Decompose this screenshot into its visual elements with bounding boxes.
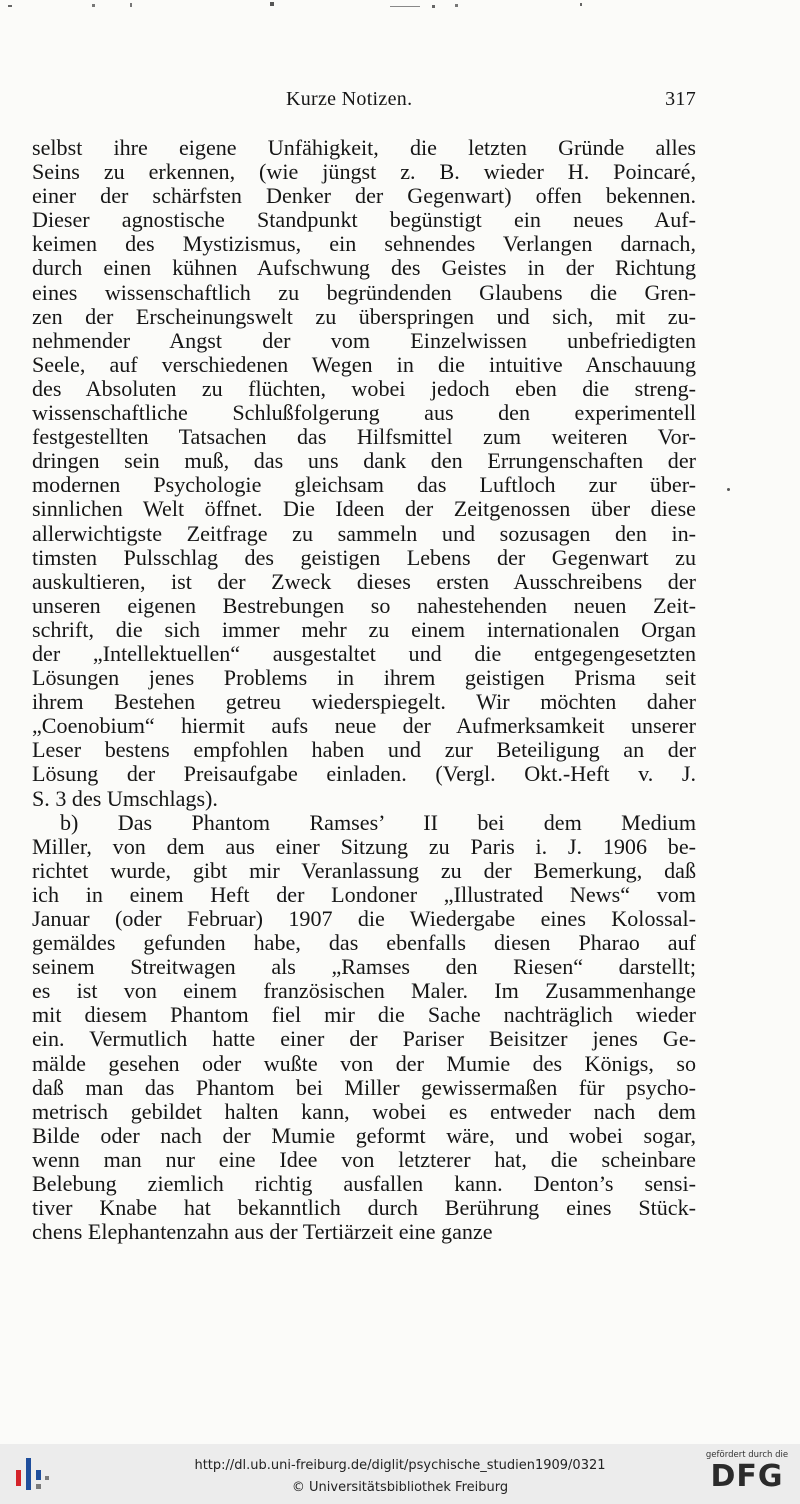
text-line: S. 3 des Umschlags). (32, 786, 218, 811)
text-line: ein. Vermutlich hatte einer der Pariser Beisitzer jenes Ge- (32, 1027, 696, 1052)
text-line: durch einen kühnen Aufschwung des Geistes in der Richtung (32, 256, 696, 281)
text-line: Belebung ziemlich richtig ausfallen kann. Denton’s sensi- (32, 1172, 696, 1197)
text-line: gemäldes gefunden habe, das ebenfalls diesen Pharao auf (32, 931, 696, 956)
text-line: allerwichtigste Zeitfrage zu sammeln und sozusagen den in- (32, 521, 696, 546)
scan-edge-marks (0, 0, 800, 14)
source-url[interactable]: http://dl.ub.uni-freiburg.de/diglit/psychische_studien1909/0321 (194, 1458, 606, 1473)
text-line: wenn man nur eine Idee von letzterer hat, die scheinbare (32, 1147, 696, 1172)
text-line: Lösung der Preisaufgabe einladen. (Vergl. Okt.-Heft v. J. (32, 762, 696, 787)
text-line: Seele, auf verschiedenen Wegen in die intuitive Anschauung (32, 352, 696, 377)
viewer-footer (0, 1444, 800, 1504)
text-line: Miller, von dem aus einer Sitzung zu Paris i. J. 1906 be- (32, 834, 696, 859)
text-line: metrisch gebildet halten kann, wobei es entweder nach dem (32, 1099, 696, 1124)
page-header (32, 88, 696, 112)
text-line: sinnlichen Welt öffnet. Die Ideen der Zeitgenossen über diese (32, 497, 696, 522)
text-line: chens Elephantenzahn aus der Tertiärzeit eine ganze (32, 1220, 493, 1245)
text-line: Leser bestens empfohlen haben und zur Beteiligung an der (32, 738, 696, 763)
text-line: daß man das Phantom bei Miller gewissermaßen für psycho- (32, 1075, 696, 1100)
text-line: ich in einem Heft der Londoner „Illustrated News“ vom (32, 882, 696, 907)
text-line: einer der schärfsten Denker der Gegenwart) offen bekennen. (32, 184, 696, 209)
text-line: nehmender Angst der vom Einzelwissen unbefriedigten (32, 328, 696, 353)
text-line: es ist von einem französischen Maler. Im Zusammenhange (32, 979, 696, 1004)
text-line: festgestellten Tatsachen das Hilfsmittel zum weiteren Vor- (32, 425, 696, 450)
text-line: seinem Streitwagen als „Ramses den Riesen“ darstellt; (32, 955, 696, 980)
text-line: selbst ihre eigene Unfähigkeit, die letzten Gründe alles (32, 136, 696, 160)
text-line: dringen sein muß, das uns dank den Errungenschaften der (32, 449, 696, 474)
text-line: richtet wurde, gibt mir Veranlassung zu der Bemerkung, daß (32, 858, 696, 883)
text-line: der „Intellektuellen“ ausgestaltet und die entgegengesetzten (32, 641, 696, 666)
text-line: zen der Erscheinungswelt zu überspringen und sich, mit zu- (32, 304, 696, 329)
text-line: b) Das Phantom Ramses’ II bei dem Medium (60, 810, 696, 835)
text-line: mälde gesehen oder wußte von der Mumie des Königs, so (32, 1051, 696, 1076)
text-line: „Coenobium“ hiermit aufs neue der Aufmerksamkeit unserer (32, 714, 696, 739)
page-number: 317 (665, 88, 696, 110)
text-line: ihrem Bestehen getreu wiederspiegelt. Wir möchten daher (32, 690, 696, 715)
library-logo-icon (14, 1454, 50, 1494)
text-line: mit diesem Phantom fiel mir die Sache nachträglich wieder (32, 1003, 696, 1028)
text-line: modernen Psychologie gleichsam das Luftloch zur über- (32, 473, 696, 498)
text-line: des Absoluten zu flüchten, wobei jedoch eben die streng- (32, 376, 696, 401)
text-line: eines wissenschaftlich zu begründenden Glaubens die Gren- (32, 280, 696, 305)
text-line: schrift, die sich immer mehr zu einem internationalen Organ (32, 617, 696, 642)
funder-caption: gefördert durch die (705, 1450, 789, 1460)
text-line: timsten Pulsschlag des geistigen Lebens der Gegenwart zu (32, 545, 696, 570)
dfg-logo: DFG (710, 1459, 784, 1494)
text-line: auskultieren, ist der Zweck dieses ersten Ausschreibens der (32, 569, 696, 594)
text-line: tiver Knabe hat bekanntlich durch Berührung eines Stück- (32, 1196, 696, 1221)
running-title: Kurze Notizen. (286, 88, 413, 110)
text-line: Lösungen jenes Problems in ihrem geistigen Prisma seit (32, 666, 696, 691)
text-line: Dieser agnostische Standpunkt begünstigt ein neues Auf- (32, 208, 696, 233)
text-line: unseren eigenen Bestrebungen so nahestehenden neuen Zeit- (32, 593, 696, 618)
text-line: Bilde oder nach der Mumie geformt wäre, und wobei sogar, (32, 1123, 696, 1148)
body-text (32, 136, 696, 1244)
ink-speck (727, 488, 730, 491)
text-line: Januar (oder Februar) 1907 die Wiedergabe eines Kolossal- (32, 907, 696, 931)
copyright-notice: © Universitätsbibliothek Freiburg (291, 1480, 509, 1495)
dfg-funder-badge (704, 1450, 790, 1500)
text-line: keimen des Mystizismus, ein sehnendes Verlangen darnach, (32, 232, 696, 257)
text-line: wissenschaftliche Schlußfolgerung aus den experimentell (32, 401, 696, 426)
text-line: Seins zu erkennen, (wie jüngst z. B. wieder H. Poincaré, (32, 160, 696, 185)
